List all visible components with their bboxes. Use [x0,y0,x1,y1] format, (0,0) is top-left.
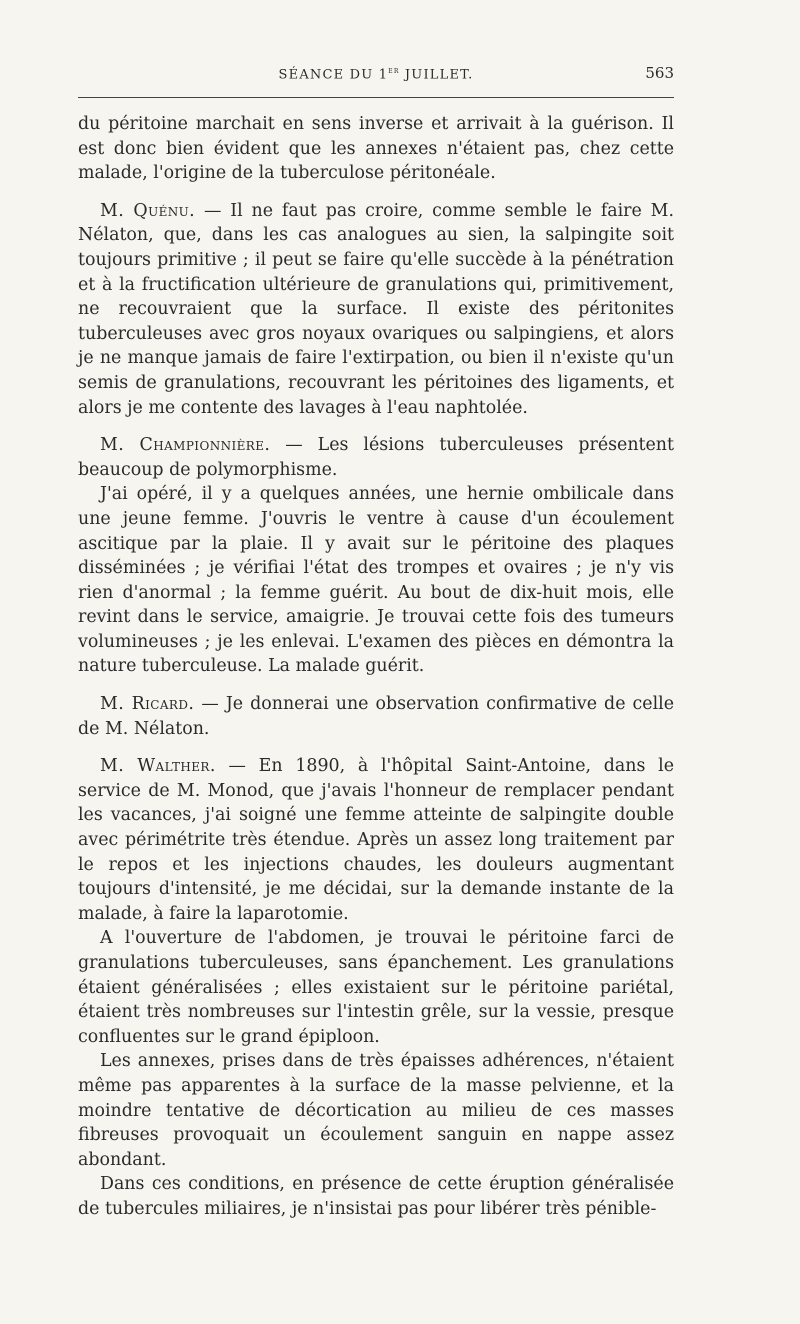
paragraph-8: Les annexes, prises dans de très épaisses adhérences, n'étaient même pas apparentes à la surface de la masse pelvienne, et la moindre tentative de décortication au milieu de ces masses fibreuses provoquait un écoulement sanguin en nappe assez abondant. [78,1051,674,1170]
paragraph-4: J'ai opéré, il y a quelques années, une hernie ombilicale dans une jeune femme. J'ouvris le ventre à cause d'un écoulement ascitique par la plaie. Il y avait sur le péritoine des plaques disséminées ; je vérifiai l'état des trompes et ovaires ; je n'y vis rien d'anormal ; la femme guérit. Au bout de dix-huit mois, elle revint dans le service, amaigrie. Je trouvai cette fois des tumeurs volumineuses ; je les enlevai. L'examen des pièces en démontra la nature tuberculeuse. La malade guérit. [78,484,674,677]
speaker-walther: M. Walther. [100,756,216,777]
paragraph-quenu: M. Quénu. — Il ne faut pas croire, comme semble le faire M. Nélaton, que, dans les cas analogues au sien, la salpingite soit toujours primitive ; il peut se faire qu'elle succède à la pénétration et à la fructification ultérieure de granulations qui, primitivement, ne recouvraient que la surface. Il existe des péritonites tuberculeuses avec gros noyaux ovariques ou salpingiens, et alors je ne manque jamais de faire l'extirpation, ou bien il n'existe qu'un semis de granulations, recouvrant les péritoines des ligaments, et alors je me contente des lavages à l'eau naphtolée. [78,200,674,418]
paragraph-ricard: M. Ricard. — Je donnerai une observation confirmative de celle de M. Nélaton. [78,694,675,739]
paragraph-1: du péritoine marchait en sens inverse et arrivait à la guérison. Il est donc bien évident que les annexes n'étaient pas, chez cette malade, l'origine de la tuberculose péritonéale. [78,114,674,184]
paragraph-7: A l'ouverture de l'abdomen, je trouvai le péritoine farci de granulations tuberculeuses, sans épanchement. Les granulations étaient généralisées ; elles existaient sur le péritoine pariétal, étaient très nombreuses sur l'intestin grêle, sur la vessie, presque confluentes sur le grand épiploon. [78,928,674,1047]
running-title: SÉANCE DU 1er JUILLET. [278,66,474,83]
speaker-championniere: M. Championnière. [100,435,271,456]
header-rule [78,97,674,98]
paragraph-championniere: M. Championnière. — Les lésions tuberculeuses présentent beaucoup de polymorphisme. [78,435,674,480]
speaker-quenu: M. Quénu. [100,200,196,221]
body-text [78,112,674,1222]
speaker-ricard: M. Ricard. [100,694,195,715]
paragraph-walther: M. Walther. — En 1890, à l'hôpital Saint-Antoine, dans le service de M. Monod, que j'avais l'honneur de remplacer pendant les vacances, j'ai soigné une femme atteinte de salpingite double avec périmétrite très étendue. Après un assez long traitement par le repos et les injections chaudes, les douleurs augmentant toujours d'intensité, je me décidai, sur la demande instante de la malade, à faire la laparotomie. [78,756,674,924]
page-number: 563 [645,64,674,82]
paragraph-9: Dans ces conditions, en présence de cette éruption généralisée de tubercules miliaires, je n'insistai pas pour libérer très pénible- [78,1174,674,1219]
page-header [78,62,674,90]
